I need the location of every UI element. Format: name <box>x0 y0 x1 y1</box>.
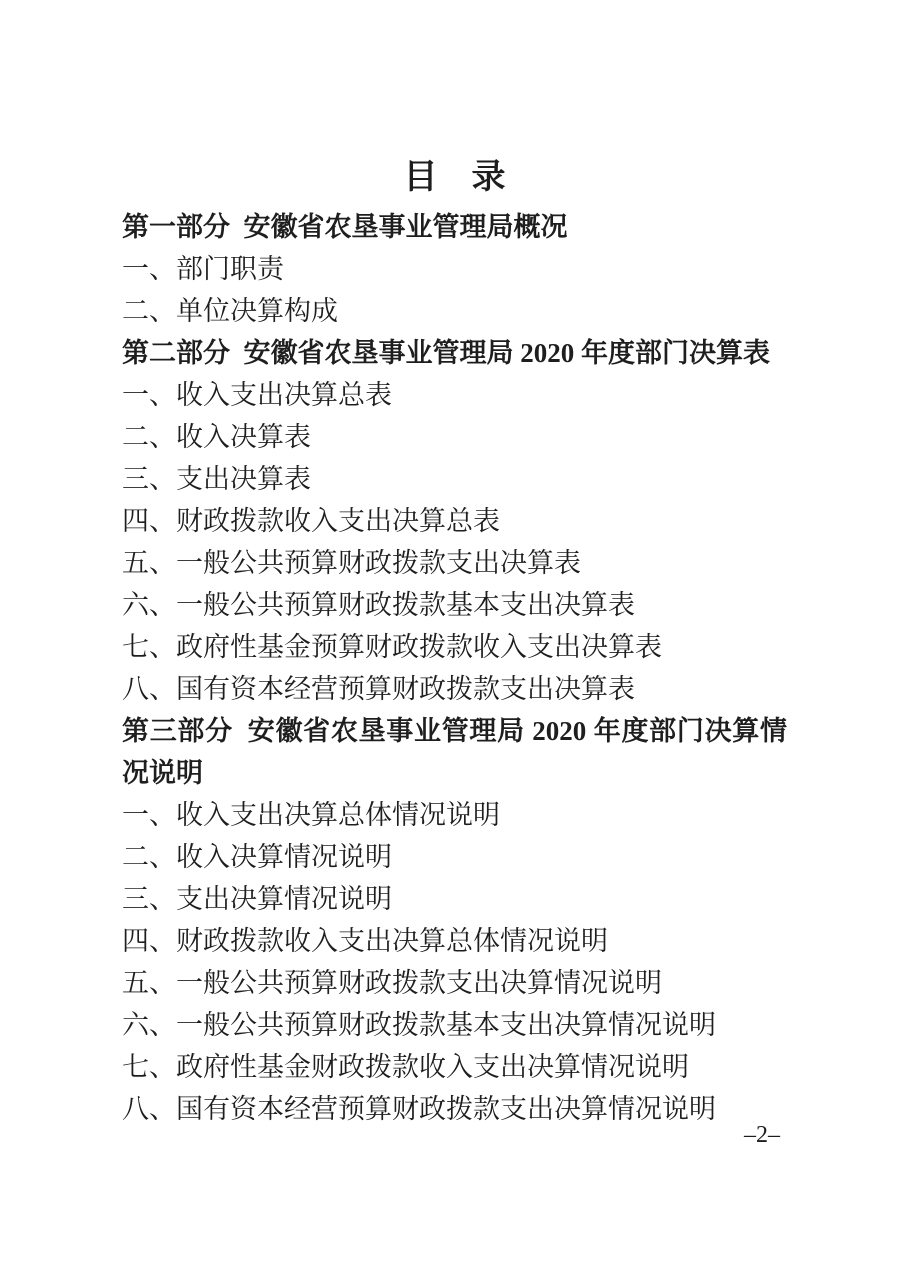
toc-part3-item-1: 一、收入支出决算总体情况说明 <box>122 800 500 830</box>
toc-part3-item-2: 二、收入决算情况说明 <box>122 842 392 872</box>
toc-part3-item-7: 七、政府性基金财政拨款收入支出决算情况说明 <box>122 1052 689 1082</box>
toc-part1-item-1: 一、部门职责 <box>122 254 284 284</box>
toc-part2-heading: 第二部分 安徽省农垦事业管理局 2020 年度部门决算表 <box>122 338 770 368</box>
toc-part2-item-4: 四、财政拨款收入支出决算总表 <box>122 506 500 536</box>
toc-part1-item-2: 二、单位决算构成 <box>122 296 338 326</box>
toc-part2-item-2: 二、收入决算表 <box>122 422 311 452</box>
toc-part3-item-4: 四、财政拨款收入支出决算总体情况说明 <box>122 926 608 956</box>
toc-part3-item-8: 八、国有资本经营预算财政拨款支出决算情况说明 <box>122 1094 716 1124</box>
toc-part3-item-6: 六、一般公共预算财政拨款基本支出决算情况说明 <box>122 1010 716 1040</box>
toc-part2-item-6: 六、一般公共预算财政拨款基本支出决算表 <box>122 590 635 620</box>
toc-part3-item-5: 五、一般公共预算财政拨款支出决算情况说明 <box>122 968 662 998</box>
toc-part2-item-7: 七、政府性基金预算财政拨款收入支出决算表 <box>122 632 662 662</box>
toc-part2-item-8: 八、国有资本经营预算财政拨款支出决算表 <box>122 674 635 704</box>
toc-part2-item-3: 三、支出决算表 <box>122 464 311 494</box>
toc-part3-item-3: 三、支出决算情况说明 <box>122 884 392 914</box>
page-number: –2– <box>744 1122 780 1148</box>
page-title: 目 录 <box>403 159 506 196</box>
toc-part2-item-5: 五、一般公共预算财政拨款支出决算表 <box>122 548 581 578</box>
toc-part1-heading: 第一部分 安徽省农垦事业管理局概况 <box>122 212 568 242</box>
toc-part3-heading: 第三部分 安徽省农垦事业管理局 2020 年度部门决算情况说明 <box>122 716 787 788</box>
table-of-contents <box>122 206 787 1130</box>
toc-part2-item-1: 一、收入支出决算总表 <box>122 380 392 410</box>
